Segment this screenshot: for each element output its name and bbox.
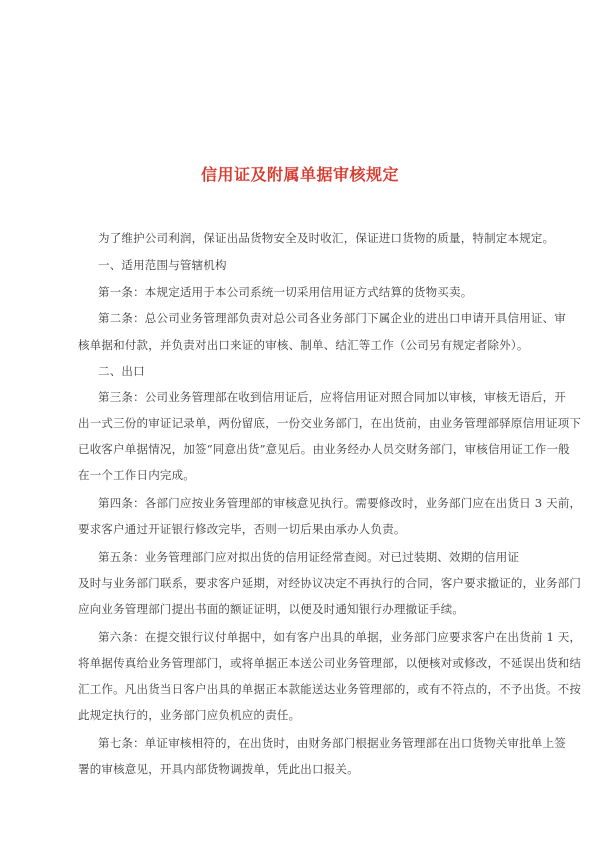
article-3-line-1: 第三条：公司业务管理部在收到信用证后，应将信用证对照合同加以审核，审核无语后，开 <box>98 390 566 404</box>
section-heading-export: 二、出口 <box>98 364 145 378</box>
article-6-line-1: 第六条：在提交银行议付单据中，如有客户出具的单据，业务部门应要求客户在出货前 1 天， <box>98 630 582 644</box>
article-2-line-1: 第二条：总公司业务管理部负责对总公司各业务部门下属企业的进出口申请开具信用证、审 <box>98 311 566 325</box>
article-6-line-4: 此规定执行的，业务部门应负机应的责任。 <box>78 708 301 722</box>
article-3-line-3: 已收客户单据情况，加签“同意出货”意见后。由业务经办人员交财务部门，审核信用证工作一般 <box>78 442 570 456</box>
article-7-line-2: 署的审核意见，开具内部货物调拨单，凭此出口报关。 <box>78 762 359 776</box>
article-3-line-4: 在一个工作日内完成。 <box>78 468 195 482</box>
article-6-line-2: 将单据传真给业务管理部门，或将单据正本送公司业务管理部，以便核对或修改，不延误出货和结 <box>78 656 582 670</box>
article-4-line-2: 要求客户通过开证银行修改完毕，否则一切后果由承办人负责。 <box>78 522 406 536</box>
article-5-line-1: 第五条：业务管理部门应对拟出货的信用证经常查阅。对已过装期、效期的信用证 <box>98 550 520 564</box>
article-7-line-1: 第七条：单证审核相符的，在出货时，由财务部门根据业务管理部在出口货物关审批单上签 <box>98 736 566 750</box>
article-5-line-2: 及时与业务部门联系，要求客户延期，对经协议决定不再执行的合同，客户要求撤证的，业务部门 <box>78 576 582 590</box>
document-title: 信用证及附属单据审核规定 <box>200 165 399 184</box>
article-5-line-3: 应向业务管理部门提出书面的额证证明，以便及时通知银行办理撤证手续。 <box>78 602 465 616</box>
paragraph-intro: 为了维护公司利润，保证出品货物安全及时收汇，保证进口货物的质量，特制定本规定。 <box>98 231 555 245</box>
section-heading-scope: 一、适用范围与管辖机构 <box>98 258 227 272</box>
article-4-line-1: 第四条：各部门应按业务管理部的审核意见执行。需要修改时，业务部门应在出货日 3 天前， <box>98 496 582 510</box>
article-6-line-3: 汇工作。凡出货当日客户出具的单据正本款能送达业务管理部的，或有不符点的，不予出货。不按 <box>78 682 582 696</box>
article-1: 第一条：本规定适用于本公司系统一切采用信用证方式结算的货物买卖。 <box>98 285 473 299</box>
article-2-line-2: 核单据和付款，并负责对出口来证的审核、制单、结汇等工作（公司另有规定者除外）。 <box>78 338 529 352</box>
article-3-line-2: 出一式三份的审证记录单，两份留底，一份交业务部门，在出货前，由业务管理部驿原信用证项下 <box>78 416 582 430</box>
